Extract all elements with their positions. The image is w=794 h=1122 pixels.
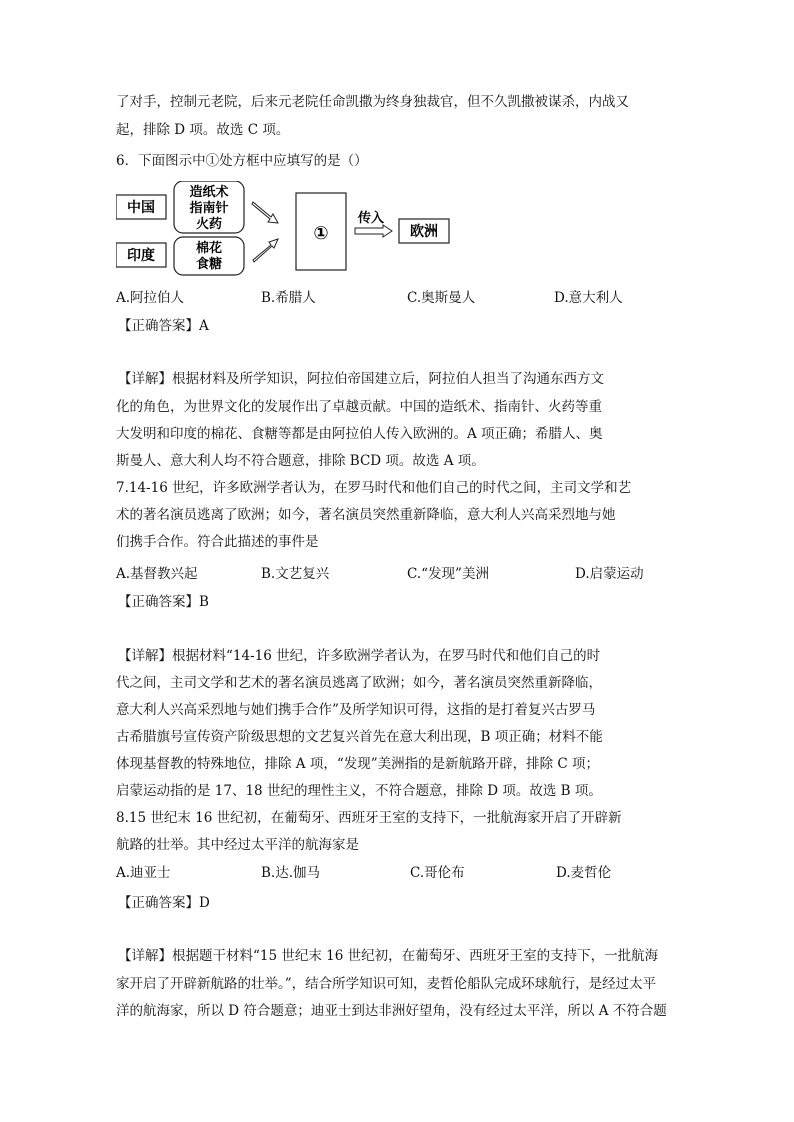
arrow-up-right-icon bbox=[253, 239, 278, 262]
explanation-line: 斯曼人、意大利人均不符合题意，排除 BCD 项。故选 A 项。 bbox=[116, 453, 485, 469]
answer-label: 【正确答案】D bbox=[118, 895, 210, 911]
arrow-down-right-icon bbox=[252, 202, 278, 223]
question-7-line: 7.14-16 世纪，许多欧洲学者认为，在罗马时代和他们自己的时代之间，主司文学和艺 bbox=[116, 480, 632, 496]
explanation-line: 【详解】根据材料及所学知识，阿拉伯帝国建立后，阿拉伯人担当了沟通东西方文 bbox=[118, 371, 604, 387]
question-7-line: 术的著名演员逃离了欧洲；如今，著名演员突然重新降临，意大利人兴高采烈地与她 bbox=[116, 507, 616, 523]
question-7-line: 们携手合作。符合此描述的事件是 bbox=[116, 534, 319, 550]
question-8-line: 航路的壮举。其中经过太平洋的航海家是 bbox=[116, 837, 359, 853]
question-8-line: 8.15 世纪末 16 世纪初，在葡萄牙、西班牙王室的支持下，一批航海家开启了开辟新 bbox=[116, 810, 622, 826]
flow-diagram bbox=[116, 181, 456, 281]
europe-label: 欧洲 bbox=[410, 224, 438, 240]
text-line: 起，排除 D 项。故选 C 项。 bbox=[116, 122, 290, 138]
option-b: B.文艺复兴 bbox=[261, 566, 330, 582]
china-item: 造纸术 bbox=[189, 185, 229, 200]
question-6: 6．下面图示中①处方框中应填写的是（） bbox=[116, 153, 368, 169]
explanation-line: 洋的航海家，所以 D 符合题意；迪亚士到达非洲好望角，没有经过太平洋，所以 A 不符合题 bbox=[116, 1003, 667, 1019]
explanation-line: 【详解】根据题干材料“15 世纪末 16 世纪初，在葡萄牙、西班牙王室的支持下，一批航海 bbox=[118, 948, 659, 964]
china-label: 中国 bbox=[127, 200, 155, 216]
explanation-line: 化的角色，为世界文化的发展作出了卓越贡献。中国的造纸术、指南针、火药等重 bbox=[116, 399, 602, 415]
india-label: 印度 bbox=[127, 248, 155, 264]
center-label: ① bbox=[313, 223, 329, 244]
option-a: A.阿拉伯人 bbox=[116, 290, 185, 306]
explanation-line: 代之间，主司文学和艺术的著名演员逃离了欧洲；如今，著名演员突然重新降临， bbox=[116, 675, 602, 691]
option-a: A.迪亚士 bbox=[116, 865, 171, 881]
explanation-line: 【详解】根据材料“14-16 世纪，许多欧洲学者认为，在罗马时代和他们自己的时 bbox=[118, 648, 601, 664]
arrow-right-icon bbox=[355, 225, 392, 237]
option-d: D.意大利人 bbox=[554, 290, 623, 306]
option-b: B.达.伽马 bbox=[261, 865, 321, 881]
explanation-line: 体现基督教的特殊地位，排除 A 项，“发现”美洲指的是新航路开辟，排除 C 项； bbox=[116, 756, 600, 772]
answer-label: 【正确答案】B bbox=[118, 594, 209, 610]
option-c: C.哥伦布 bbox=[410, 865, 465, 881]
china-item: 指南针 bbox=[189, 201, 229, 216]
option-d: D.启蒙运动 bbox=[575, 566, 644, 582]
text-line: 了对手，控制元老院，后来元老院任命凯撒为终身独裁官，但不久凯撒被谋杀，内战又 bbox=[116, 94, 629, 110]
arrow-label: 传入 bbox=[357, 211, 385, 226]
option-b: B.希腊人 bbox=[261, 290, 316, 306]
china-item: 火药 bbox=[195, 217, 223, 232]
explanation-line: 古希腊旗号宣传资产阶级思想的文艺复兴首先在意大利出现，B 项正确；材料不能 bbox=[116, 729, 603, 745]
option-a: A.基督教兴起 bbox=[116, 566, 198, 582]
option-c: C.奥斯曼人 bbox=[407, 290, 476, 306]
answer-label: 【正确答案】A bbox=[118, 318, 209, 334]
india-item: 食糖 bbox=[195, 257, 223, 272]
option-d: D.麦哲伦 bbox=[556, 865, 612, 881]
explanation-line: 大发明和印度的棉花、食糖等都是由阿拉伯人传入欧洲的。A 项正确；希腊人、奥 bbox=[116, 426, 603, 442]
option-c: C.“发现”美洲 bbox=[407, 566, 489, 582]
explanation-line: 意大利人兴高采烈地与她们携手合作”及所学知识可得，这指的是打着复兴古罗马 bbox=[116, 702, 596, 718]
india-item: 棉花 bbox=[195, 241, 223, 256]
explanation-line: 启蒙运动指的是 17、18 世纪的理性主义，不符合题意，排除 D 项。故选 B 项。 bbox=[116, 783, 602, 799]
explanation-line: 家开启了开辟新航路的壮举。”，结合所学知识可知，麦哲伦船队完成环球航行，是经过太平 bbox=[116, 976, 657, 992]
